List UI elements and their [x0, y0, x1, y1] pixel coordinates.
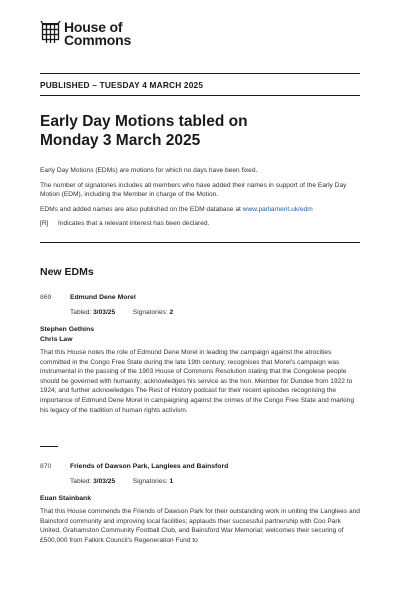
signatories-count: 2 [169, 309, 174, 316]
tabled-date: 3/03/25 [93, 478, 116, 485]
intro-text [40, 166, 360, 234]
page-title [40, 112, 360, 150]
edm-meta [70, 478, 360, 485]
logo-line-2: Commons [64, 32, 132, 48]
title-line-2: Monday 3 March 2025 [40, 132, 201, 149]
section-heading: New EDMs [40, 266, 94, 278]
relevant-interest-text: Indicates that a relevant interest has been declared. [58, 220, 210, 227]
intro-paragraph: Early Day Motions (EDMs) are motions for which no days have been fixed. [40, 167, 258, 174]
edm-text: That this House commends the Friends of Dawson Park for their outstanding work in uniting the Langlees and Bainsford community and improving local facilities; applauds their successful partnership with Coo Park United, Grahamston Community Football Club, and Bainsford War Memorial; welcomes their securing of £500,000 from Falkirk Council’s Regeneration Fund to [40, 508, 360, 544]
edm-meta [70, 309, 360, 316]
edm-text: That this House notes the role of Edmund Dene Morel in leading the campaign against the atrocities committed in the Congo Free State during the late 19th century; recognises that Morel’s campaign was instrumental in the passing of the 1903 House of Commons Resolution stating that the Congolese people should be governed with humanity; acknowledges his service as the hon. Member for Dundee from 1922 to 1924; and further acknowledges The Rest of History podcast for their recent episodes recognising the importance of Edmund Dene Morel in campaigning against the crimes of the Congo Free State and marking his legacy of the tradition of human rights activism. [40, 349, 355, 414]
house-of-commons-logo [40, 20, 131, 47]
edm-database-link[interactable]: www.parliament.uk/edm [242, 205, 313, 213]
edm-title: Friends of Dawson Park, Langlees and Bainsford [70, 463, 229, 470]
intro-database-text: EDMs and added names are also published on the EDM database at [40, 205, 243, 213]
signatories-label: Signatories: [132, 309, 168, 316]
tabled-date: 3/03/25 [93, 309, 116, 316]
portcullis-icon [40, 20, 61, 46]
edm-title: Edmund Dene Morel [70, 294, 136, 301]
divider [40, 446, 58, 447]
intro-paragraph [40, 219, 360, 229]
tabled-label: Tabled: [70, 309, 92, 316]
divider [40, 95, 360, 96]
edm-number: 869 [40, 294, 52, 301]
relevant-interest-mark: [R] [40, 220, 49, 227]
member-name: Euan Stainbank [40, 495, 91, 502]
divider [40, 73, 360, 74]
logo-wordmark [64, 21, 131, 47]
edm-members [40, 325, 94, 345]
edm-number: 870 [40, 463, 52, 470]
published-date: PUBLISHED – TUESDAY 4 MARCH 2025 [40, 80, 204, 90]
member-name: Stephen Gethins [40, 326, 95, 333]
intro-paragraph [40, 205, 360, 215]
logo-line-1: House of [64, 19, 123, 35]
edm-members [40, 494, 91, 504]
title-line-1: Early Day Motions tabled on [40, 113, 248, 130]
divider [40, 242, 360, 243]
intro-paragraph: The number of signatories includes all members who have added their names in support of the Early Day Motion (EDM), including the Member in charge of the Motion. [40, 181, 347, 198]
member-name: Chris Law [40, 336, 73, 343]
signatories-count: 1 [169, 478, 174, 485]
signatories-label: Signatories: [132, 478, 168, 485]
tabled-label: Tabled: [70, 478, 92, 485]
